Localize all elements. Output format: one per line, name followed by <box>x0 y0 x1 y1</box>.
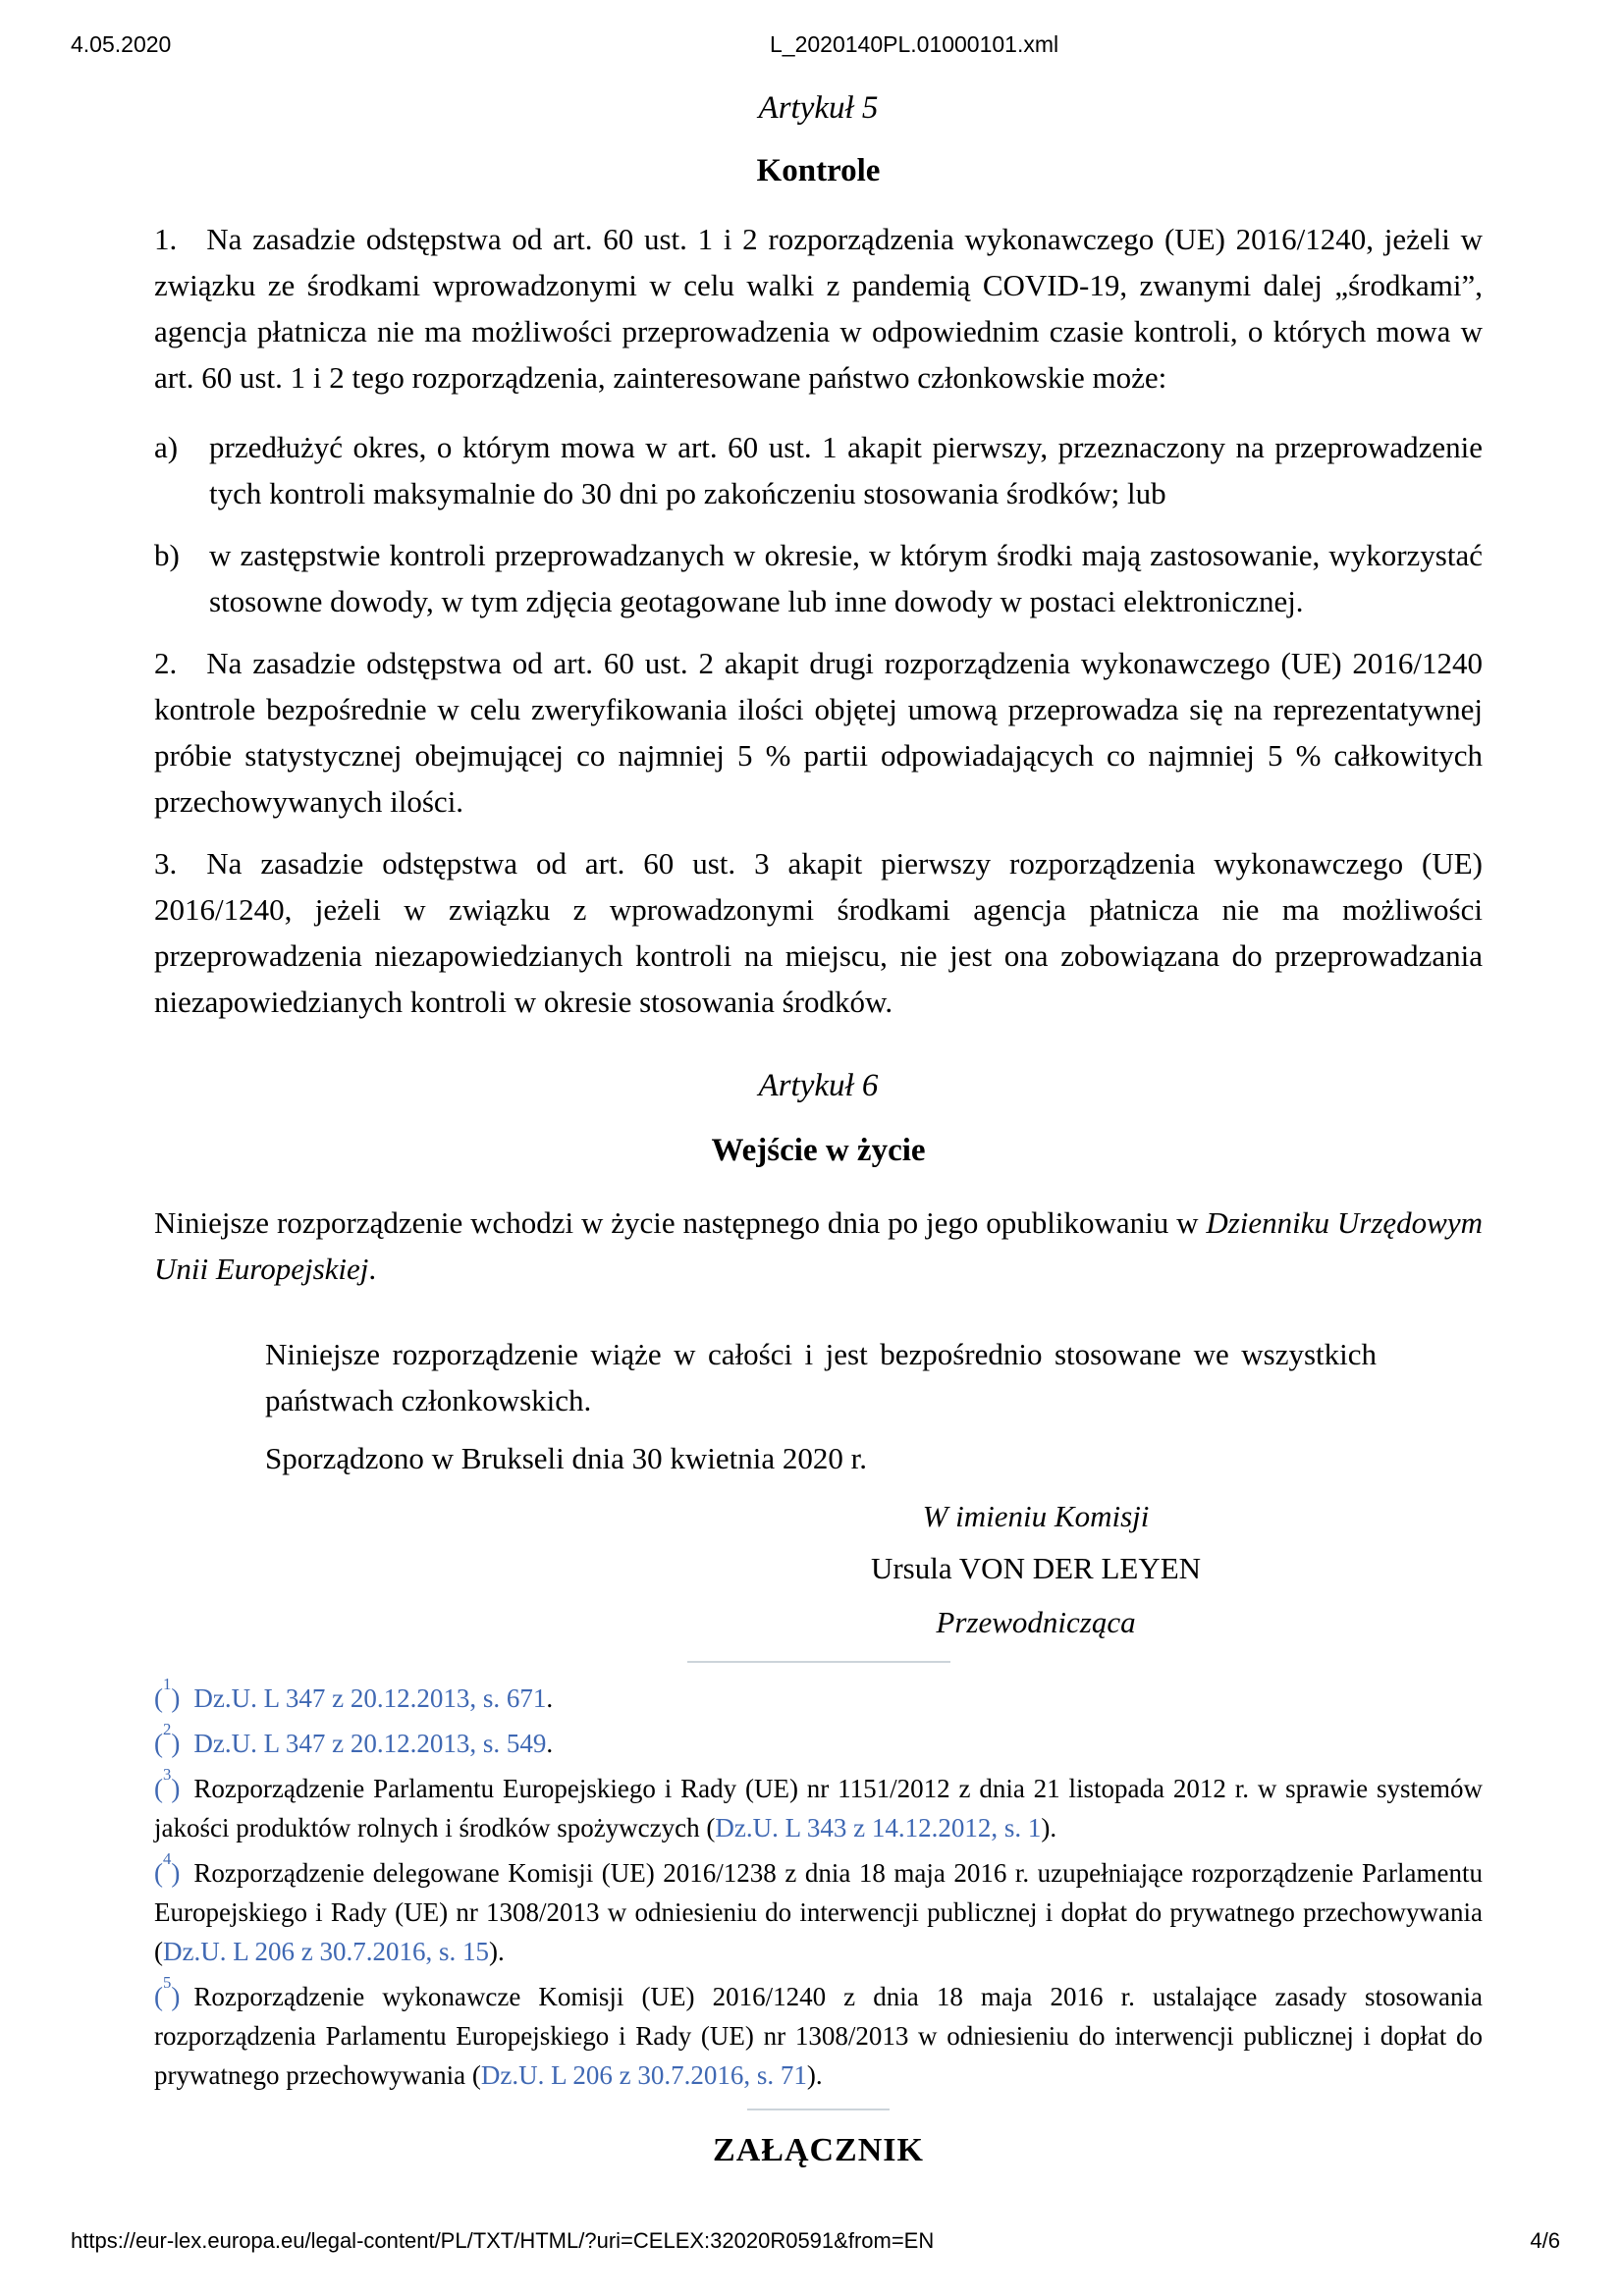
paragraph-number: 1. <box>154 222 178 256</box>
article-5-paragraph-3 <box>154 840 1483 1025</box>
document-filename: L_2020140PL.01000101.xml <box>770 31 1059 57</box>
footnote-ref-link[interactable]: ($^3$) <box>154 1765 181 1803</box>
text-segment: Rozporządzenie wykonawcze Komisji (UE) 2016/1240 z dnia 18 maja 2016 r. ustalające zasady stosowania rozporządzenia Parlamentu Europejskiego i Rady (UE) nr 1308/2013 w odniesieniu do interwencji publicznej i dopłat do prywatnego przechowywania ( <box>154 1982 1483 2090</box>
list-item-a-text: przedłużyć okres, o którym mowa w art. 60 ust. 1 akapit pierwszy, przeznaczony na przeprowadzenie tych kontroli maksymalnie do 30 dni po zakończeniu stosowania środków; lub <box>209 430 1483 510</box>
footnote-ref-link[interactable]: ($^1$) <box>154 1675 181 1713</box>
footnote-3 <box>154 1765 1483 1847</box>
paragraph-number: 2. <box>154 646 178 680</box>
article-5-heading: Artykuł 5 <box>758 90 879 126</box>
list-item-a <box>154 424 1483 516</box>
footnote-5 <box>154 1973 1483 2095</box>
footnote-ref-link[interactable]: ($^4$) <box>154 1849 181 1888</box>
article-6-subheading: Wejście w życie <box>711 1133 926 1168</box>
paragraph-text: Na zasadzie odstępstwa od art. 60 ust. 3 akapit pierwszy rozporządzenia wykonawczego (UE) 2016/1240, jeżeli w związku z wprowadzonymi środkami agencja płatnicza nie ma możliwości przeprowadzenia niezapowiedzianych kontroli na miejscu, nie jest ona zobowiązana do przeprowadzania niezapowiedzianych kontroli w okresie stosowania środków. <box>154 846 1483 1019</box>
footnote-4 <box>154 1849 1483 1971</box>
annex-heading: ZAŁĄCZNIK <box>713 2132 924 2168</box>
text-segment: . <box>546 1683 554 1713</box>
paragraph-text: Na zasadzie odstępstwa od art. 60 ust. 2 akapit drugi rozporządzenia wykonawczego (UE) 2016/1240 kontrole bezpośrednie w celu zweryfikowania ilości objętej umową przeprowadza się na reprezentatywnej próbie statystycznej obejmującej co najmniej 5 % partii odpowiadających co najmniej 5 % całkowitych przechowywanych ilości. <box>154 646 1483 819</box>
source-url: https://eur-lex.europa.eu/legal-content/PL/TXT/HTML/?uri=CELEX:32020R0591&from=EN <box>71 2228 935 2253</box>
paragraph-number: 3. <box>154 846 178 881</box>
article-5-subheading: Kontrole <box>756 153 881 188</box>
text-segment: . <box>546 1729 554 1758</box>
footnote-1 <box>154 1675 1483 1718</box>
text-segment: . <box>368 1252 377 1286</box>
footnote-2 <box>154 1720 1483 1763</box>
official-journal-link[interactable]: Dz.U. L 347 z 20.12.2013, s. 671 <box>193 1683 547 1713</box>
paragraph-text: Na zasadzie odstępstwa od art. 60 ust. 1 i 2 rozporządzenia wykonawczego (UE) 2016/1240, jeżeli w związku ze środkami wprowadzonymi w celu walki z pandemią COVID-19, zwanymi dalej „środkami”, agencja płatnicza nie ma możliwości przeprowadzenia w odpowiednim czasie kontroli, o których mowa w art. 60 ust. 1 i 2 tego rozporządzenia, zainteresowane państwo członkowskie może: <box>154 222 1483 395</box>
list-marker-a: a) <box>154 430 179 464</box>
article-6-heading: Artykuł 6 <box>758 1068 879 1103</box>
text-segment: Niniejsze rozporządzenie wchodzi w życie następnego dnia po jego opublikowaniu w <box>154 1205 1207 1240</box>
place-and-date: Sporządzono w Brukseli dnia 30 kwietnia 2020 r. <box>265 1441 868 1475</box>
list-item-b <box>154 532 1483 624</box>
binding-clause: Niniejsze rozporządzenie wiąże w całości i jest bezpośrednio stosowane we wszystkich państwach członkowskich. <box>265 1337 1377 1417</box>
print-date: 4.05.2020 <box>71 31 172 57</box>
list-item-b-text: w zastępstwie kontroli przeprowadzanych w okresie, w którym środki mają zastosowanie, wykorzystać stosowne dowody, w tym zdjęcia geotagowane lub inne dowody w postaci elektronicznej. <box>209 538 1483 618</box>
article-5-paragraph-2 <box>154 640 1483 825</box>
footnote-ref-link[interactable]: ($^2$) <box>154 1720 181 1758</box>
article-6-paragraph <box>154 1200 1483 1292</box>
official-journal-link[interactable]: Dz.U. L 206 z 30.7.2016, s. 15 <box>163 1937 489 1966</box>
text-segment: Rozporządzenie Parlamentu Europejskiego i Rady (UE) nr 1151/2012 z dnia 21 listopada 2012 r. w sprawie systemów jakości produktów rolnych i środków spożywczych ( <box>154 1774 1483 1842</box>
text-segment: ). <box>1041 1813 1057 1842</box>
official-journal-link[interactable]: Dz.U. L 347 z 20.12.2013, s. 549 <box>193 1729 547 1758</box>
text-segment: Rozporządzenie delegowane Komisji (UE) 2016/1238 z dnia 18 maja 2016 r. uzupełniające rozporządzenie Parlamentu Europejskiego i Rady (UE) nr 1308/2013 w odniesieniu do interwencji publicznej i dopłat do prywatnego przechowywania ( <box>154 1858 1483 1966</box>
annex-separator <box>747 2109 890 2110</box>
official-journal-link[interactable]: Dz.U. L 343 z 14.12.2012, s. 1 <box>715 1813 1042 1842</box>
footnotes-section <box>154 1675 1483 2095</box>
official-journal-link[interactable]: Dz.U. L 206 z 30.7.2016, s. 71 <box>480 2060 807 2090</box>
italic-text-segment: Dzienniku Urzędowym Unii Europejskiej <box>154 1205 1484 1286</box>
signature-role: Przewodnicząca <box>936 1605 1136 1639</box>
article-5-paragraph-1 <box>154 216 1483 400</box>
footnotes-separator <box>687 1661 950 1663</box>
signature-block <box>589 1493 1483 1645</box>
text-segment: ). <box>806 2060 823 2090</box>
signature-on-behalf: W imieniu Komisji <box>922 1499 1150 1533</box>
footnote-ref-link[interactable]: ($^5$) <box>154 1973 181 2011</box>
list-marker-b: b) <box>154 538 180 572</box>
text-segment: ). <box>488 1937 505 1966</box>
signature-name: Ursula VON DER LEYEN <box>870 1551 1202 1585</box>
page-indicator: 4/6 <box>1530 2228 1560 2253</box>
